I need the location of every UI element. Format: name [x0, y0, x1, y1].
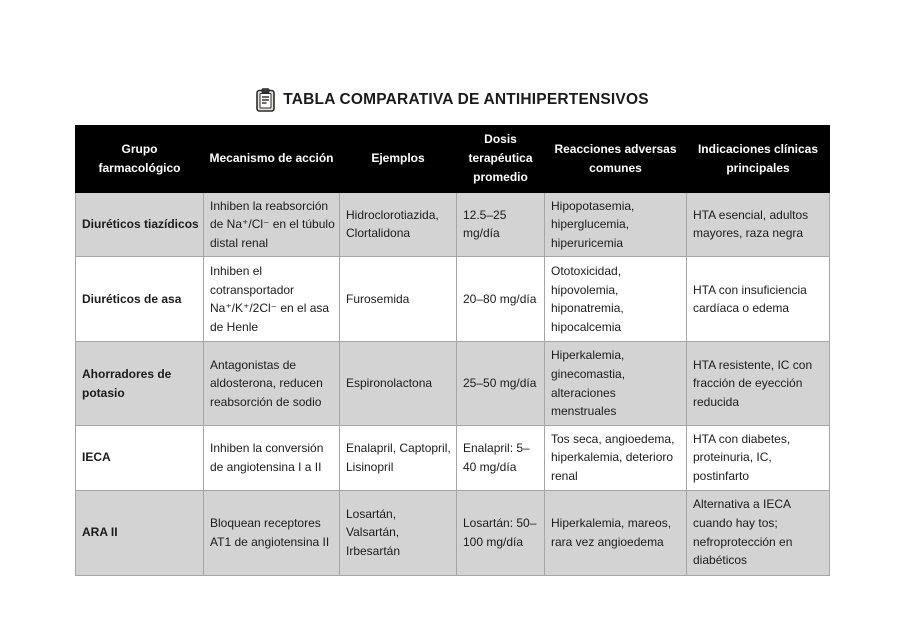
cell-dosis: 25–50 mg/día [457, 342, 545, 425]
cell-indicaciones: HTA con insuficiencia cardíaca o edema [687, 257, 830, 342]
cell-indicaciones: HTA con diabetes, proteinuria, IC, postinfarto [687, 425, 830, 490]
cell-dosis: 20–80 mg/día [457, 257, 545, 342]
cell-mecanismo: Inhiben la reabsorción de Na⁺/Cl⁻ en el túbulo distal renal [204, 192, 340, 257]
clipboard-icon [256, 88, 275, 112]
cell-mecanismo: Antagonistas de aldosterona, reducen reabsorción de sodio [204, 342, 340, 425]
cell-mecanismo: Inhiben el cotransportador Na⁺/K⁺/2Cl⁻ en el asa de Henle [204, 257, 340, 342]
cell-reacciones: Hiperkalemia, ginecomastia, alteraciones menstruales [545, 342, 687, 425]
cell-grupo: Diuréticos de asa [76, 257, 204, 342]
column-header-grupo: Grupo farmacológico [76, 126, 204, 193]
cell-reacciones: Hipopotasemia, hiperglucemia, hiperuricemia [545, 192, 687, 257]
cell-reacciones: Hiperkalemia, mareos, rara vez angioedema [545, 490, 687, 575]
cell-mecanismo: Bloquean receptores AT1 de angiotensina II [204, 490, 340, 575]
cell-indicaciones: HTA resistente, IC con fracción de eyección reducida [687, 342, 830, 425]
cell-indicaciones: Alternativa a IECA cuando hay tos; nefroprotección en diabéticos [687, 490, 830, 575]
comparative-table-container [75, 125, 829, 576]
table-row-ieca [76, 425, 830, 490]
cell-grupo: Diuréticos tiazídicos [76, 192, 204, 257]
column-header-ejemplos: Ejemplos [340, 126, 457, 193]
cell-ejemplos: Furosemida [340, 257, 457, 342]
title-bar [0, 88, 905, 112]
column-header-mecanismo: Mecanismo de acción [204, 126, 340, 193]
cell-indicaciones: HTA esencial, adultos mayores, raza negra [687, 192, 830, 257]
cell-reacciones: Tos seca, angioedema, hiperkalemia, deterioro renal [545, 425, 687, 490]
cell-ejemplos: Hidroclorotiazida, Clortalidona [340, 192, 457, 257]
cell-grupo: IECA [76, 425, 204, 490]
cell-reacciones: Ototoxicidad, hipovolemia, hiponatremia, hipocalcemia [545, 257, 687, 342]
cell-ejemplos: Enalapril, Captopril, Lisinopril [340, 425, 457, 490]
table-row-ara-ii [76, 490, 830, 575]
column-header-reacciones: Reacciones adversas comunes [545, 126, 687, 193]
table-row-diureticos-tiazidicos [76, 192, 830, 257]
cell-grupo: Ahorradores de potasio [76, 342, 204, 425]
table-row-ahorradores-de-potasio [76, 342, 830, 425]
cell-ejemplos: Losartán, Valsartán, Irbesartán [340, 490, 457, 575]
table-row-diureticos-de-asa [76, 257, 830, 342]
table-header-row [76, 126, 830, 193]
cell-grupo: ARA II [76, 490, 204, 575]
cell-dosis: 12.5–25 mg/día [457, 192, 545, 257]
cell-dosis: Losartán: 50–100 mg/día [457, 490, 545, 575]
cell-dosis: Enalapril: 5–40 mg/día [457, 425, 545, 490]
cell-mecanismo: Inhiben la conversión de angiotensina I a II [204, 425, 340, 490]
antihypertensives-table [75, 125, 830, 576]
column-header-indicaciones: Indicaciones clínicas principales [687, 126, 830, 193]
column-header-dosis: Dosis terapéutica promedio [457, 126, 545, 193]
cell-ejemplos: Espironolactona [340, 342, 457, 425]
page-title: TABLA COMPARATIVA DE ANTIHIPERTENSIVOS [283, 91, 649, 108]
